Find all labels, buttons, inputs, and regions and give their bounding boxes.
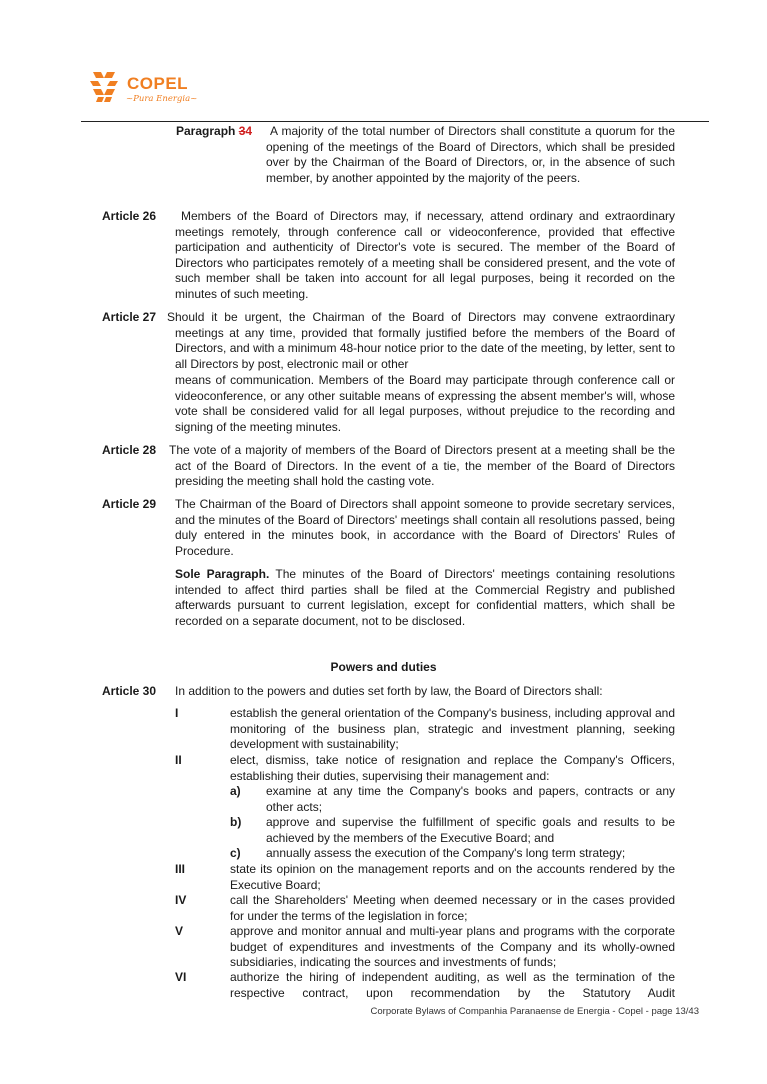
sole-paragraph-label: Sole Paragraph. [175, 567, 270, 581]
sole-paragraph [175, 567, 675, 629]
article-30-label: Article 30 [102, 684, 157, 698]
section-title: Powers and duties [330, 660, 437, 674]
article-28-text: The vote of a majority of members of the Board of Directors present at a meeting shall be the act of the Board of Directors. In the event of a tie, the member of the Board of Directors presiding the meeting shall hold the casting vote. [169, 443, 675, 489]
subitem-text: approve and supervise the fulfillment of specific goals and results to be achieved by the members of the Executive Board; and [266, 815, 675, 845]
item-text: approve and monitor annual and multi-year plans and programs with the corporate budget of expenditures and investments of the Company and its wholly-owned subsidiaries, indicating the sources and investments of funds; [230, 924, 675, 970]
header-rule [81, 121, 709, 122]
item-num: III [175, 862, 186, 876]
copel-flower-icon [90, 70, 124, 104]
item-text: authorize the hiring of independent auditing, as well as the termination of the respective contract, upon recommendation by the Statutory Audit [230, 970, 675, 1000]
copel-logo [90, 70, 200, 110]
subitem-num: b) [230, 815, 242, 829]
logo-tagline: ~Pura Energia~ [126, 94, 198, 104]
logo-wordmark: COPEL [127, 74, 189, 93]
sole-paragraph-text: The minutes of the Board of Directors' meetings containing resolutions intended to affect third parties shall be filed at the Commercial Registry and published afterwards pursuant to current legislation, except for confidential matters, which shall be recorded on a separate document, not to be disclosed. [175, 567, 675, 628]
page-footer: Corporate Bylaws of Companhia Paranaense de Energia - Copel - page 13/43 [370, 1006, 699, 1017]
article-27-text-1: Should it be urgent, the Chairman of the Board of Directors may convene extraordinary meetings at any time, provided that formally justified before the members of the Board of Directors, and with a minimum 48-hour notice prior to the date of the meeting, by letter, sent to all Directors by post, electronic mail or other [167, 310, 675, 371]
article-29-label: Article 29 [102, 497, 157, 511]
paragraph-label: Paragraph 34 [176, 124, 253, 138]
article-28-label: Article 28 [102, 443, 157, 457]
subitem-num: a) [230, 784, 241, 798]
inserted-number: 4 [245, 124, 253, 138]
item-text: call the Shareholders' Meeting when deemed necessary or in the cases provided for under the terms of the legislation in force; [230, 893, 675, 923]
subitem-text: examine at any time the Company's books and papers, contracts or any other acts; [266, 784, 675, 814]
item-num: V [175, 924, 184, 938]
article-30-text: In addition to the powers and duties set forth by law, the Board of Directors shall: [175, 684, 603, 698]
subitem-text: annually assess the execution of the Company's long term strategy; [266, 846, 626, 860]
item-num: II [175, 753, 182, 767]
article-26-label: Article 26 [102, 209, 157, 223]
subitem-num: c) [230, 846, 241, 860]
article-29-text: The Chairman of the Board of Directors shall appoint someone to provide secretary services, and the minutes of the Board of Directors' meetings shall contain all resolutions passed, being duly entered in the minutes book, in accordance with the Board of Directors' Rules of Procedure. [175, 497, 675, 558]
paragraph-text: A majority of the total number of Directors shall constitute a quorum for the opening of the meetings of the Board of Directors, which shall be presided over by the Chairman of the Board of Directors, or, in the absence of such member, by another appointed by the majority of the peers. [266, 124, 675, 185]
item-num: VI [175, 970, 187, 984]
item-text: establish the general orientation of the Company's business, including approval and monitoring of the business plan, strategic and investment planning, seeking development with sustainability; [230, 706, 675, 752]
article-27-text-2: means of communication. Members of the Board may participate through conference call or videoconference, or any other suitable means of expressing the absent member's will, whose vote shall be considered valid for all legal purposes, without prejudice to the recording and signing of the meeting minutes. [175, 373, 675, 434]
article-26-text: Members of the Board of Directors may, if necessary, attend ordinary and extraordinary meetings remotely, through conference call or videoconference, provided that effective participation and authenticity of Director's vote is secured. The member of the Board of Directors who participates remotely of a meeting shall be considered present, and the vote of such member shall be taken into account for all legal purposes, being it recorded on the minutes of such meeting. [175, 209, 675, 301]
article-27-label: Article 27 [102, 310, 157, 324]
item-num: I [175, 706, 179, 720]
item-num: IV [175, 893, 187, 907]
deleted-number: 3 [238, 124, 246, 138]
item-text: elect, dismiss, take notice of resignation and replace the Company's Officers, establishing their duties, supervising their management and: [230, 753, 675, 783]
item-text: state its opinion on the management reports and on the accounts rendered by the Executive Board; [230, 862, 675, 892]
